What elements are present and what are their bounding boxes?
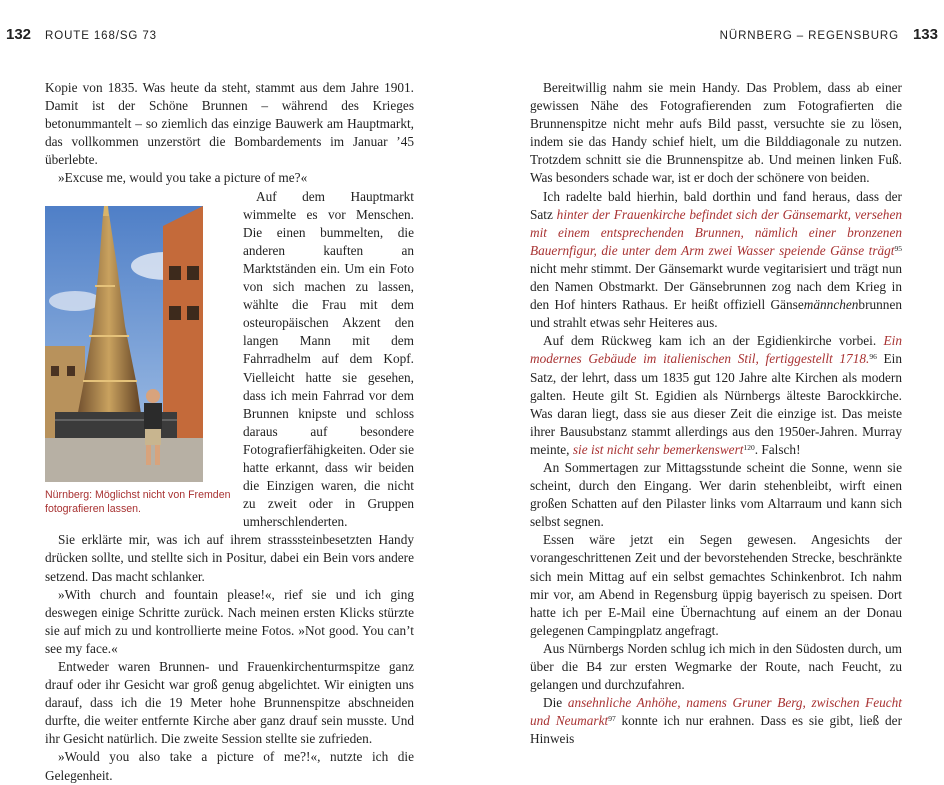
paragraph: Auf dem Hauptmarkt wimmelte es vor Menschen. Die einen bummelten, die anderen kauften an Marktständen ein. Um ein Foto von sich machen zu lassen, wählte die Frau mit dem osteuropäischen Akzent den langen Mann mit dem Fahrradhelm auf dem Kopf. Vielleicht hatte sie gesehen, dass ich mein Fahrrad vor dem Brunnen knipste und schloss daraus auf besondere Fotografierfähigkeiten. Oder sie hatte erkannt, dass wir beiden die Einzigen waren, die nicht zu zweit oder in Gruppen umherschlenderten. xyxy=(243,188,414,530)
left-header xyxy=(6,26,157,48)
text-run: Auf dem Rückweg kam ich an der Egidienkirche vorbei. xyxy=(543,333,884,349)
left-body-text xyxy=(45,79,414,785)
footnote-ref: 96 xyxy=(869,352,877,362)
text-run: . Falsch! xyxy=(754,441,801,457)
quoted-passage: ansehnliche Anhöhe, namens Gruner Berg, zwischen Feucht und Neumarkt xyxy=(530,695,903,729)
left-page-number: 132 xyxy=(6,26,32,43)
quoted-passage: sie ist nicht sehr bemerkenswert xyxy=(572,441,744,457)
paragraph: An Sommertagen zur Mittagsstunde scheint die Sonne, wenn sie scheint, durch den Eingang. Wer darin stehenbleibt, wirft einen großen Schatten auf den Pilaster links vom Altarraum und kann sich selbst segnen. xyxy=(530,459,902,530)
quoted-passage: hinter der Frauenkirche befindet sich der Gänsemarkt, versehen mit einem entsprechenden Brunnen, nämlich einer bronzenen Bauernfigur, die unter dem Arm zwei Wasser speiende Gänse trägt xyxy=(530,206,902,258)
paragraph xyxy=(530,188,902,333)
text-run: Ich radelte bald hierhin, bald dorthin und fand heraus, dass der Satz xyxy=(530,188,902,222)
photo-figure xyxy=(45,206,233,516)
italic-word: männchen xyxy=(803,297,859,313)
paragraph: »Would you also take a picture of me?!«, nutzte ich die Gelegenheit. xyxy=(45,749,414,783)
paragraph: Essen wäre jetzt ein Segen gewesen. Angesichts der vorangeschrittenen Zeit und der bevorstehenden Strecke, beschränkte sich mein Mittag auf ein selbst gemachtes Schinkenbrot. Ich nahm mir vor, am Abend in Regensburg üppig bayerisch zu speisen. Dort hatte ich per E-Mail eine Übernachtung auf einem an der Donau gelegenen Campingplatz angefragt. xyxy=(530,532,902,638)
paragraph: »With church and fountain please!«, rief sie und ich ging deswegen einige Schritte zurück. Nach meinen ersten Klicks stürzte sie auf mich zu und kontrollierte meine Fotos. »Not good. You can’t see my face.« xyxy=(45,586,414,656)
paragraph: »Excuse me, would you take a picture of me?« xyxy=(58,170,308,186)
right-running-head: NÜRNBERG – REGENSBURG xyxy=(719,30,899,42)
left-running-head: ROUTE 168/SG 73 xyxy=(45,30,157,42)
text-run: konnte ich nur erahnen. Dass es sie gibt, ließ der Hinweis xyxy=(530,713,902,747)
text-run: nicht mehr stimmt. Der Gänsemarkt wurde vegitarisiert und trägt nun den Namen Obstmarkt. Der Gänsebrunnen zog nach dem Krieg in den Hof hinters Rathaus. Er heißt offiziell Gänse xyxy=(530,260,902,313)
fountain-photo xyxy=(45,206,203,482)
footnote-ref: 120 xyxy=(743,442,755,452)
paragraph: Kopie von 1835. Was heute da steht, stammt aus dem Jahre 1901. Damit ist der Schöne Brunnen – während des Krieges betonummantelt – so ziemlich das einzige Bauwerk am Hauptmarkt, das vollkommen unzerstört die Bombardements im Januar ’45 überlebte. xyxy=(45,80,414,168)
paragraph: Entweder waren Brunnen- und Frauenkirchenturmspitze ganz drauf oder ihr Gesicht war groß genug abgelichtet. Wir einigten uns darauf, dass ich die 19 Meter hohe Brunnenspitze abschneiden durfte, die weiter entfernte Kirche aber ganz drauf sein musste. Und ihr Gesicht natürlich. Die zweite Session stellte sie zufrieden. xyxy=(45,659,414,747)
footnote-ref: 95 xyxy=(894,243,902,253)
right-page-number: 133 xyxy=(912,26,938,43)
left-page xyxy=(0,0,472,783)
footnote-ref: 97 xyxy=(608,714,616,724)
paragraph: Aus Nürnbergs Norden schlug ich mich in den Südosten durch, um über die B4 zur ersten Wegmarke der Route, nach Feucht, zu gelangen und durchzufahren. xyxy=(530,640,902,693)
paragraph xyxy=(530,694,902,748)
right-page xyxy=(472,0,944,755)
text-run: Die xyxy=(543,695,568,711)
paragraph: Sie erklärte mir, was ich auf ihrem strasssteinbesetzten Handy drücken sollte, und stellte sich in Positur, dabei ein Bein vors andere setzend. Das macht schlanker. xyxy=(45,532,414,584)
text-run: brunnen und strahlt etwas sehr Heiteres aus. xyxy=(530,297,902,331)
photo-caption: Nürnberg: Möglichst nicht von Fremden fotografieren lassen. xyxy=(45,488,231,515)
right-body-text xyxy=(530,79,902,748)
quoted-passage: Ein modernes Gebäude im italienischen Stil, fertiggestellt 1718. xyxy=(530,333,902,367)
right-header xyxy=(720,26,938,48)
text-run: Ein Satz, der lehrt, dass um 1835 gut 120 Jahre alte Kirchen als modern galten. Heute gilt St. Egidien als Nürnbergs älteste Barockkirche. Was daran liegt, dass sie aus dieser Zeit die einzige ist. Das meiste ihrer Bausubstanz stammt allerdings aus den 1950er-Jahren. Murray meinte, xyxy=(530,351,902,457)
paragraph xyxy=(530,332,902,459)
paragraph: Bereitwillig nahm sie mein Handy. Das Problem, dass ab einer gewissen Nähe des Fotografierenden zum Fotografierten die Brunnenspitze nicht mehr aufs Bild passt, versuchte sie zu lösen, indem sie das Handy schief hielt, um die Bilddiagonale zu nutzen. Trotzdem schnitt sie die Brunnenspitze ab. Und meinen linken Fuß. Was besonders schade war, ist er doch der schönere von beiden. xyxy=(530,80,902,186)
